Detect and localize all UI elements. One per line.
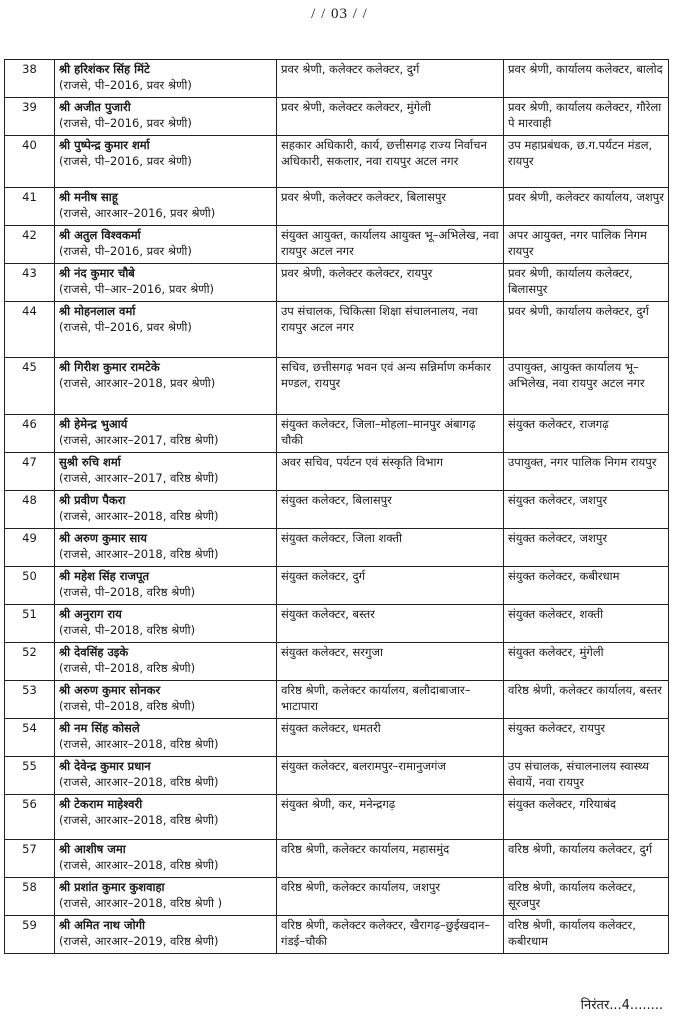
new-posting: प्रवर श्रेणी, कार्यालय कलेक्टर, गौरेला पे मारवाही [504,98,669,136]
serial-number: 49 [5,529,55,567]
serial-number: 53 [5,681,55,719]
officer-name: श्री हरिशंकर सिंह मिंटे [59,62,150,76]
serial-number: 41 [5,188,55,226]
officer-name: श्री नंद कुमार चौबे [59,266,135,280]
serial-number: 47 [5,453,55,491]
new-posting: प्रवर श्रेणी, कलेक्टर कार्यालय, जशपुर [504,188,669,226]
table-row [5,491,669,529]
officer-name: श्री टेकराम माहेश्वरी [59,797,143,811]
serial-number: 45 [5,358,55,415]
table-row [5,60,669,98]
current-posting: संयुक्त श्रेणी, कर, मनेन्द्रगढ़ [277,795,504,840]
continued-note: निरंतर...4........ [580,998,663,1013]
officer-cell [55,795,277,840]
table-row [5,302,669,358]
officer-name: श्री मनीष साहू [59,190,118,204]
officer-service: (राजसे, आरआर–2017, वरिष्ठ श्रेणी) [59,471,219,485]
new-posting: वरिष्ठ श्रेणी, कार्यालय कलेक्टर, सूरजपुर [504,878,669,916]
serial-number: 43 [5,264,55,302]
officer-cell [55,264,277,302]
table-row [5,757,669,795]
table-row [5,605,669,643]
officer-cell [55,643,277,681]
officer-cell [55,916,277,954]
officer-service: (राजसे, पी–2016, प्रवर श्रेणी) [59,320,192,334]
officer-cell [55,98,277,136]
current-posting: संयुक्त कलेक्टर, जिला–मोहला–मानपुर अंबागढ़ चौकी [277,415,504,453]
officer-service: (राजसे, आरआर–2016, प्रवर श्रेणी) [59,206,216,220]
current-posting: संयुक्त कलेक्टर, बलरामपुर–रामानुजगंज [277,757,504,795]
table-row [5,98,669,136]
officer-cell [55,529,277,567]
serial-number: 50 [5,567,55,605]
table-row [5,840,669,878]
table-row [5,916,669,954]
officer-cell [55,605,277,643]
officer-cell [55,358,277,415]
transfer-table [4,59,669,954]
officer-name: श्री अमित नाथ जोगी [59,918,146,932]
serial-number: 44 [5,302,55,358]
current-posting: संयुक्त कलेक्टर, बिलासपुर [277,491,504,529]
officer-name: श्री देवेन्द्र कुमार प्रधान [59,759,151,773]
officer-name: श्री प्रवीण पैकरा [59,493,126,507]
officer-cell [55,567,277,605]
table-row [5,529,669,567]
new-posting: उपायुक्त, नगर पालिक निगम रायपुर [504,453,669,491]
new-posting: संयुक्त कलेक्टर, मुंगेली [504,643,669,681]
current-posting: वरिष्ठ श्रेणी, कलेक्टर कार्यालय, जशपुर [277,878,504,916]
current-posting: प्रवर श्रेणी, कलेक्टर कलेक्टर, रायपुर [277,264,504,302]
new-posting: संयुक्त कलेक्टर, शक्ती [504,605,669,643]
officer-service: (राजसे, पी–2018, वरिष्ठ श्रेणी) [59,585,196,599]
officer-service: (राजसे, आरआर–2017, वरिष्ठ श्रेणी) [59,433,219,447]
officer-name: श्री नम सिंह कोसले [59,721,140,735]
current-posting: प्रवर श्रेणी, कलेक्टर कलेक्टर, दुर्ग [277,60,504,98]
officer-name: श्री अजीत पुजारी [59,100,131,114]
new-posting: अपर आयुक्त, नगर पालिक निगम रायपुर [504,226,669,264]
table-row [5,264,669,302]
current-posting: वरिष्ठ श्रेणी, कलेक्टर कार्यालय, महासमुंद [277,840,504,878]
serial-number: 48 [5,491,55,529]
table-row [5,226,669,264]
officer-cell [55,878,277,916]
officer-cell [55,302,277,358]
officer-cell [55,415,277,453]
current-posting: प्रवर श्रेणी, कलेक्टर कलेक्टर, मुंगेली [277,98,504,136]
officer-service: (राजसे, आरआर–2018, वरिष्ठ श्रेणी) [59,858,219,872]
serial-number: 59 [5,916,55,954]
officer-cell [55,681,277,719]
officer-service: (राजसे, आरआर–2018, वरिष्ठ श्रेणी) [59,509,219,523]
new-posting: संयुक्त कलेक्टर, गरियाबंद [504,795,669,840]
new-posting: उपायुक्त, आयुक्त कार्यालय भू–अभिलेख, नवा रायपुर अटल नगर [504,358,669,415]
officer-service: (राजसे, आरआर–2018, वरिष्ठ श्रेणी) [59,737,219,751]
officer-name: सुश्री रुचि शर्मा [59,455,121,469]
serial-number: 39 [5,98,55,136]
serial-number: 54 [5,719,55,757]
current-posting: संयुक्त कलेक्टर, जिला शक्ती [277,529,504,567]
new-posting: वरिष्ठ श्रेणी, कलेक्टर कार्यालय, बस्तर [504,681,669,719]
table-row [5,681,669,719]
current-posting: संयुक्त कलेक्टर, सरगुजा [277,643,504,681]
officer-cell [55,757,277,795]
officer-cell [55,491,277,529]
current-posting: संयुक्त आयुक्त, कार्यालय आयुक्त भू–अभिलेख, नवा रायपुर अटल नगर [277,226,504,264]
officer-name: श्री महेश सिंह राजपूत [59,569,150,583]
officer-cell [55,719,277,757]
officer-name: श्री पुष्पेन्द्र कुमार शर्मा [59,138,150,152]
officer-name: श्री अरुण कुमार साय [59,531,147,545]
new-posting: संयुक्त कलेक्टर, जशपुर [504,491,669,529]
serial-number: 46 [5,415,55,453]
current-posting: संयुक्त कलेक्टर, धमतरी [277,719,504,757]
officer-name: श्री मोहनलाल वर्मा [59,304,136,318]
current-posting: वरिष्ठ श्रेणी, कलेक्टर कार्यालय, बलौदाबाजार–भाटापारा [277,681,504,719]
current-posting: संयुक्त कलेक्टर, बस्तर [277,605,504,643]
officer-cell [55,226,277,264]
officer-cell [55,188,277,226]
officer-cell [55,136,277,188]
serial-number: 42 [5,226,55,264]
serial-number: 55 [5,757,55,795]
new-posting: संयुक्त कलेक्टर, कबीरधाम [504,567,669,605]
table-row [5,415,669,453]
officer-service: (राजसे, पी–2018, वरिष्ठ श्रेणी) [59,661,196,675]
officer-name: श्री अरुण कुमार सोनकर [59,683,161,697]
officer-service: (राजसे, आरआर–2018, वरिष्ठ श्रेणी) [59,775,219,789]
table-row [5,136,669,188]
officer-service: (राजसे, पी–आर–2016, प्रवर श्रेणी) [59,282,215,296]
officer-service: (राजसे, पी–2018, वरिष्ठ श्रेणी) [59,623,196,637]
current-posting: उप संचालक, चिकित्सा शिक्षा संचालनालय, नवा रायपुर अटल नगर [277,302,504,358]
officer-service: (राजसे, आरआर–2018, वरिष्ठ श्रेणी) [59,813,219,827]
officer-service: (राजसे, आरआर–2019, वरिष्ठ श्रेणी) [59,934,219,948]
officer-service: (राजसे, आरआर–2018, वरिष्ठ श्रेणी ) [59,896,223,910]
officer-service: (राजसे, पी–2018, वरिष्ठ श्रेणी) [59,699,196,713]
current-posting: अवर सचिव, पर्यटन एवं संस्कृति विभाग [277,453,504,491]
new-posting: प्रवर श्रेणी, कार्यालय कलेक्टर, बिलासपुर [504,264,669,302]
new-posting: उप महाप्रबंधक, छ.ग.पर्यटन मंडल, रायपुर [504,136,669,188]
current-posting: सहकार अधिकारी, कार्य, छत्तीसगढ़ राज्य निर्वाचन अधिकारी, सकलार, नवा रायपुर अटल नगर [277,136,504,188]
officer-service: (राजसे, आरआर–2018, प्रवर श्रेणी) [59,376,216,390]
officer-name: श्री हेमेन्द्र भुआर्य [59,417,128,431]
serial-number: 38 [5,60,55,98]
officer-service: (राजसे, पी–2016, प्रवर श्रेणी) [59,78,192,92]
serial-number: 51 [5,605,55,643]
table-row [5,358,669,415]
current-posting: संयुक्त कलेक्टर, दुर्ग [277,567,504,605]
officer-cell [55,60,277,98]
page-number: / / 03 / / [311,6,368,22]
table-row [5,188,669,226]
officer-service: (राजसे, पी–2016, प्रवर श्रेणी) [59,116,192,130]
new-posting: संयुक्त कलेक्टर, जशपुर [504,529,669,567]
serial-number: 52 [5,643,55,681]
table-row [5,795,669,840]
officer-service: (राजसे, आरआर–2018, वरिष्ठ श्रेणी) [59,547,219,561]
current-posting: प्रवर श्रेणी, कलेक्टर कलेक्टर, बिलासपुर [277,188,504,226]
officer-cell [55,453,277,491]
new-posting: वरिष्ठ श्रेणी, कार्यालय कलेक्टर, कबीरधाम [504,916,669,954]
current-posting: सचिव, छत्तीसगढ़ भवन एवं अन्य सन्निर्माण कर्मकार मण्डल, रायपुर [277,358,504,415]
officer-name: श्री गिरीश कुमार रामटेके [59,360,160,374]
table-row [5,719,669,757]
new-posting: प्रवर श्रेणी, कार्यालय कलेक्टर, दुर्ग [504,302,669,358]
serial-number: 56 [5,795,55,840]
serial-number: 57 [5,840,55,878]
officer-cell [55,840,277,878]
officer-service: (राजसे, पी–2016, प्रवर श्रेणी) [59,244,192,258]
new-posting: वरिष्ठ श्रेणी, कार्यालय कलेक्टर, दुर्ग [504,840,669,878]
officer-name: श्री आशीष जमा [59,842,126,856]
officer-name: श्री अनुराग राय [59,607,122,621]
serial-number: 58 [5,878,55,916]
table-row [5,453,669,491]
officer-name: श्री अतुल विश्वकर्मा [59,228,141,242]
new-posting: संयुक्त कलेक्टर, रायपुर [504,719,669,757]
officer-name: श्री प्रशांत कुमार कुशवाहा [59,880,165,894]
table-row [5,567,669,605]
officer-name: श्री देवसिंह उइके [59,645,129,659]
table-row [5,643,669,681]
officer-service: (राजसे, पी–2016, प्रवर श्रेणी) [59,154,192,168]
serial-number: 40 [5,136,55,188]
new-posting: उप संचालक, संचालनालय स्वास्थ्य सेवायें, नवा रायपुर [504,757,669,795]
new-posting: प्रवर श्रेणी, कार्यालय कलेक्टर, बालोद [504,60,669,98]
current-posting: वरिष्ठ श्रेणी, कलेक्टर कलेक्टर, खैरागढ़–छुईखदान–गंडई–चौकी [277,916,504,954]
table-row [5,878,669,916]
new-posting: संयुक्त कलेक्टर, राजगढ़ [504,415,669,453]
